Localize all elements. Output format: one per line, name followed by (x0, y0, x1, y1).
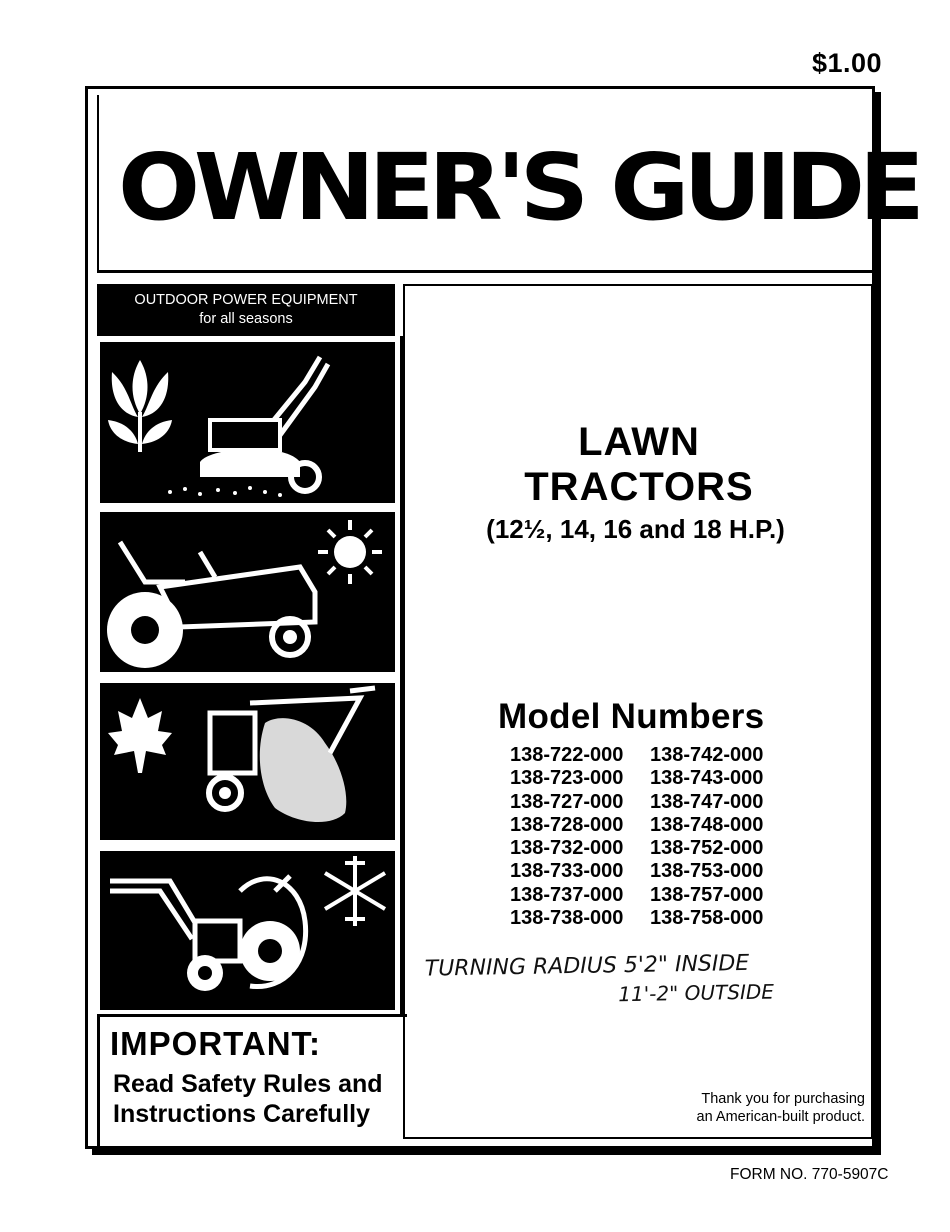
safety-line-1: Read Safety Rules and (113, 1070, 383, 1098)
heading-line-2: TRACTORS (524, 465, 754, 509)
model-number: 138-732-000 (510, 837, 624, 860)
guide-title: OWNER'S GUIDE (118, 134, 919, 241)
model-number: 138-727-000 (510, 790, 624, 813)
model-row (510, 884, 763, 907)
seasons-banner (97, 284, 395, 336)
important-title: IMPORTANT: (110, 1025, 322, 1062)
model-number: 138-722-000 (510, 744, 624, 766)
handwritten-note (425, 948, 836, 1011)
model-number: 138-737-000 (510, 883, 624, 906)
tiller-illustration (100, 342, 395, 503)
model-row (510, 907, 763, 930)
chipper-illustration (100, 683, 395, 840)
banner-line-1: OUTDOOR POWER EQUIPMENT (134, 292, 358, 308)
handwritten-line-1: TURNING RADIUS 5'2" INSIDE (424, 950, 750, 982)
safety-notice (113, 1069, 383, 1129)
form-number: FORM NO. 770-5907C (730, 1166, 889, 1183)
model-number: 138-758-000 (650, 907, 764, 930)
thank-you-note (640, 1090, 865, 1126)
snowflake-icon (325, 856, 385, 926)
tulip-icon (108, 360, 172, 452)
model-number: 138-752-000 (650, 837, 764, 860)
thanks-line-2: an American-built product. (696, 1109, 865, 1125)
sun-icon (318, 520, 382, 584)
model-row (510, 814, 763, 837)
frame-shadow-bottom (92, 1148, 881, 1155)
tractor-illustration (100, 512, 395, 672)
model-number: 138-723-000 (510, 767, 624, 790)
model-row (510, 744, 763, 767)
heading-line-1: LAWN (578, 420, 700, 464)
banner-line-2: for all seasons (199, 311, 293, 327)
spring-panel (100, 342, 395, 503)
thanks-line-1: Thank you for purchasing (701, 1091, 865, 1107)
maple-leaf-icon (108, 698, 172, 773)
product-heading (403, 420, 875, 510)
winter-panel (100, 851, 395, 1010)
summer-panel (100, 512, 395, 672)
model-number: 138-742-000 (650, 744, 764, 766)
tiller-shape (200, 357, 328, 491)
model-number: 138-733-000 (510, 860, 624, 883)
model-numbers-heading: Model Numbers (498, 697, 765, 736)
safety-line-2: Instructions Carefully (113, 1100, 370, 1128)
handwritten-line-2: 11'-2" OUTSIDE (618, 979, 775, 1007)
price-label: $1.00 (812, 48, 883, 78)
model-number: 138-728-000 (510, 813, 624, 836)
snow-thrower-illustration (100, 851, 395, 1010)
autumn-panel (100, 683, 395, 840)
model-row (510, 767, 763, 790)
model-row (510, 837, 763, 860)
model-number: 138-747-000 (650, 790, 764, 813)
model-row (510, 791, 763, 814)
model-numbers-list (510, 744, 763, 930)
model-number: 138-743-000 (650, 767, 764, 790)
soil-dots (168, 486, 282, 497)
leaf-bag (260, 718, 347, 822)
horsepower-line: (12½, 14, 16 and 18 H.P.) (486, 514, 785, 544)
model-number: 138-753-000 (650, 860, 764, 883)
model-number: 138-748-000 (650, 813, 764, 836)
model-number: 138-757-000 (650, 883, 764, 906)
model-number: 138-738-000 (510, 907, 624, 930)
model-row (510, 860, 763, 883)
